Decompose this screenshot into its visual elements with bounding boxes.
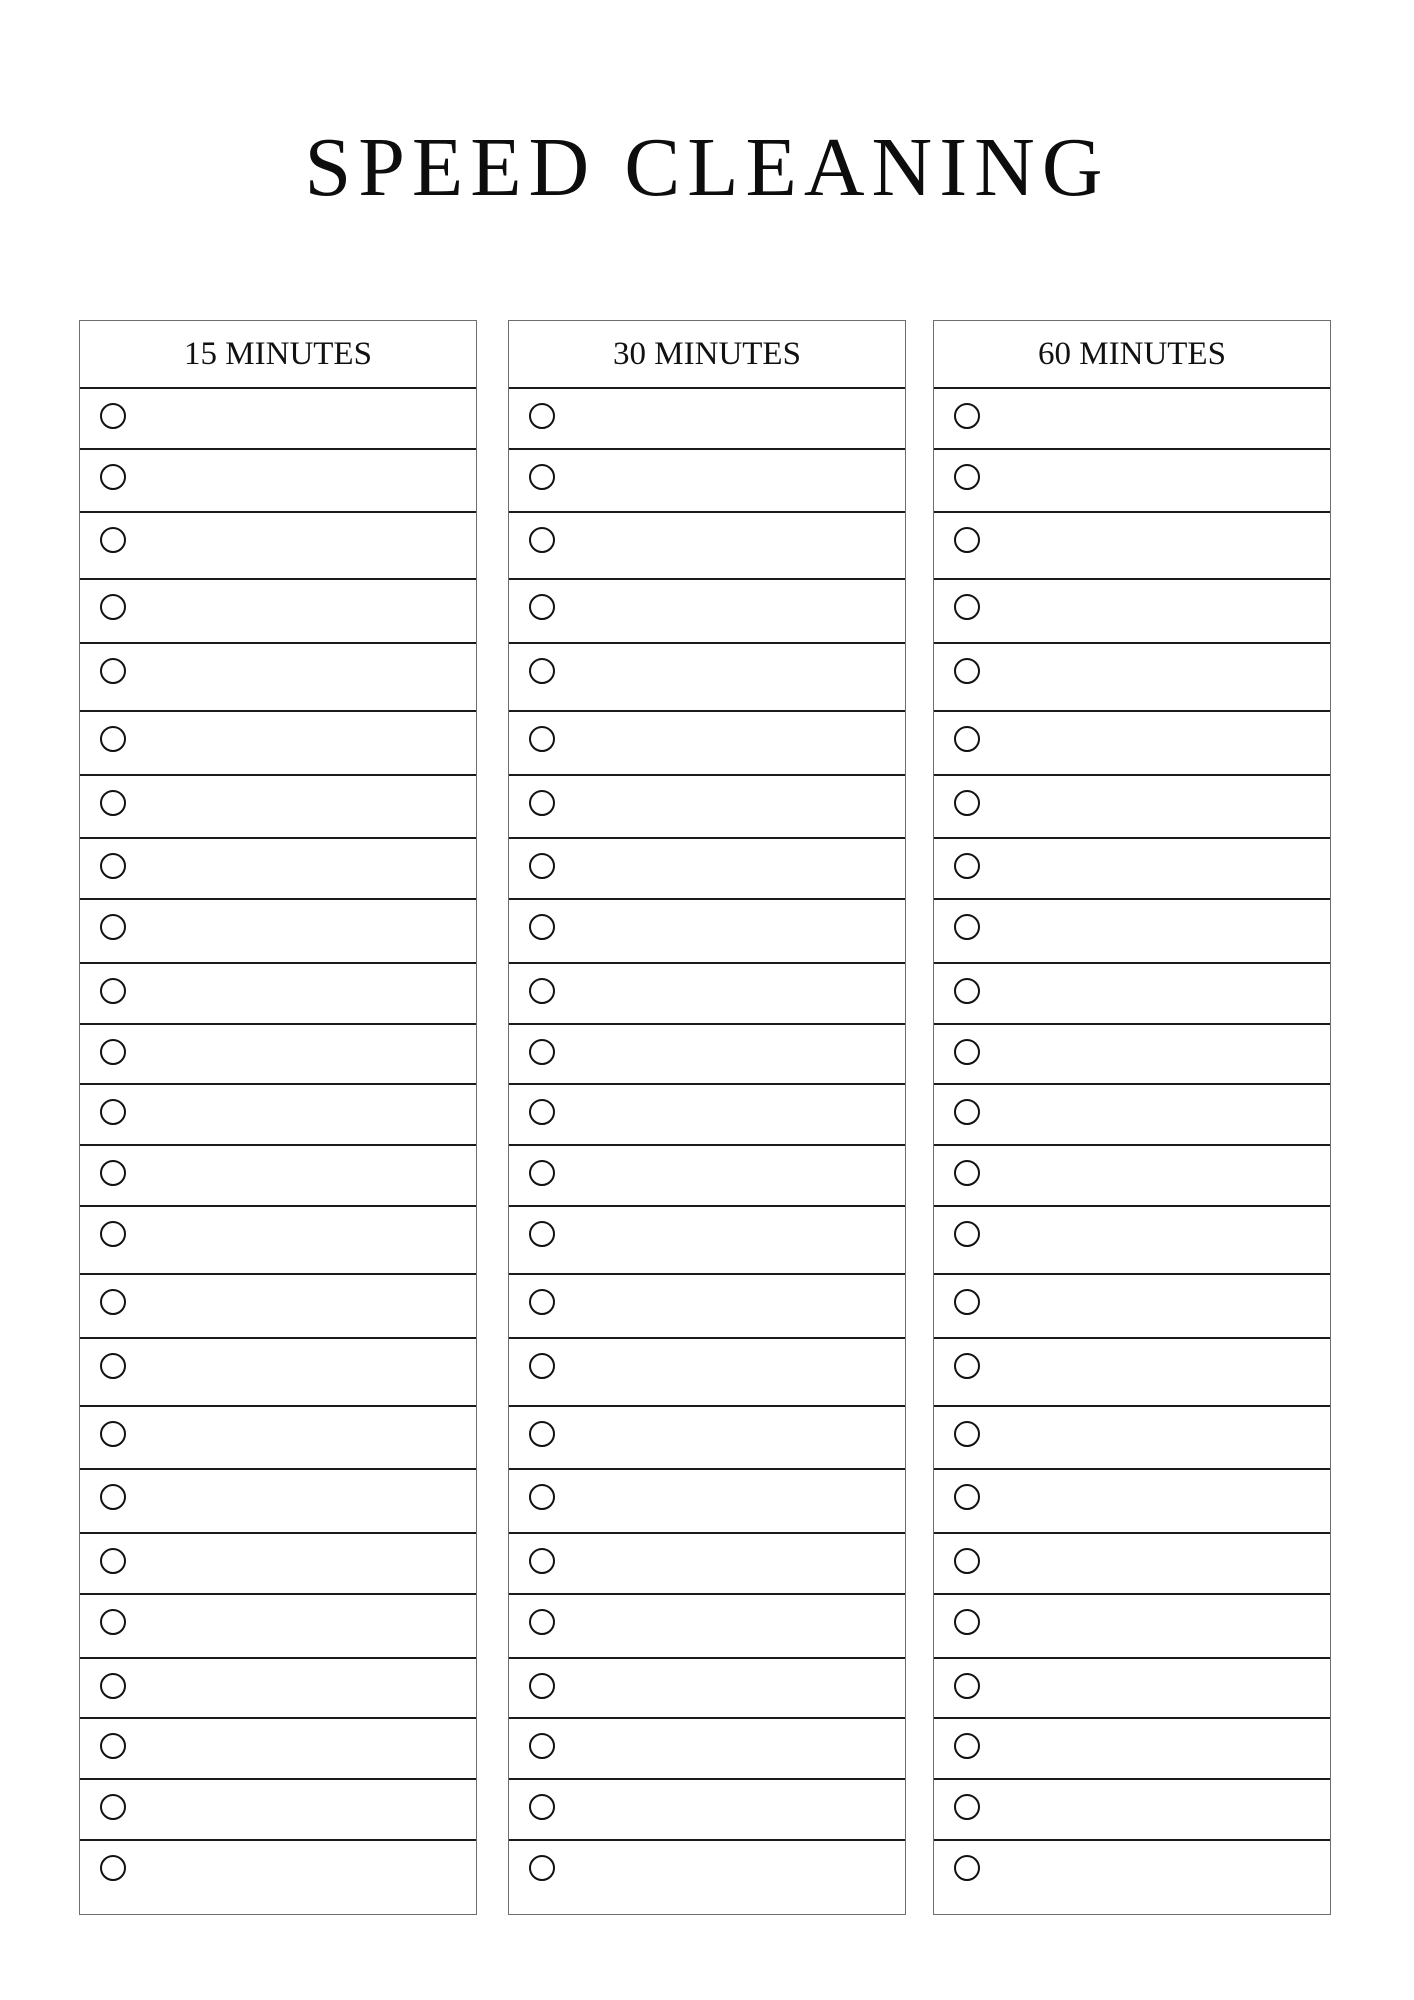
checkbox-circle-icon[interactable] bbox=[954, 527, 980, 553]
checkbox-circle-icon[interactable] bbox=[529, 1855, 555, 1881]
checkbox-circle-icon[interactable] bbox=[954, 1609, 980, 1635]
checklist-row[interactable] bbox=[509, 776, 905, 839]
checklist-row[interactable] bbox=[509, 580, 905, 644]
checkbox-circle-icon[interactable] bbox=[100, 1221, 126, 1247]
checkbox-circle-icon[interactable] bbox=[100, 790, 126, 816]
checklist-row[interactable] bbox=[80, 900, 476, 964]
checklist bbox=[934, 389, 1330, 1914]
checkbox-circle-icon[interactable] bbox=[529, 658, 555, 684]
column-15-minutes bbox=[79, 320, 477, 1915]
checklist-row[interactable] bbox=[934, 450, 1330, 513]
column-60-minutes bbox=[933, 320, 1331, 1915]
checklist-row[interactable] bbox=[934, 1207, 1330, 1275]
checkbox-circle-icon[interactable] bbox=[529, 726, 555, 752]
checkbox-circle-icon[interactable] bbox=[100, 1353, 126, 1379]
checklist-row[interactable] bbox=[934, 1339, 1330, 1407]
checkbox-circle-icon[interactable] bbox=[100, 464, 126, 490]
checklist-row[interactable] bbox=[509, 1275, 905, 1339]
checkbox-circle-icon[interactable] bbox=[529, 1353, 555, 1379]
checklist bbox=[80, 389, 476, 1914]
checklist-row[interactable] bbox=[934, 1085, 1330, 1146]
checkbox-circle-icon[interactable] bbox=[100, 1099, 126, 1125]
checklist-row[interactable] bbox=[509, 1534, 905, 1595]
checkbox-circle-icon[interactable] bbox=[954, 1855, 980, 1881]
checkbox-circle-icon[interactable] bbox=[954, 1039, 980, 1065]
checkbox-circle-icon[interactable] bbox=[954, 1099, 980, 1125]
checkbox-circle-icon[interactable] bbox=[954, 790, 980, 816]
checkbox-circle-icon[interactable] bbox=[100, 1484, 126, 1510]
checkbox-circle-icon[interactable] bbox=[529, 1421, 555, 1447]
checkbox-circle-icon[interactable] bbox=[100, 1673, 126, 1699]
checkbox-circle-icon[interactable] bbox=[954, 1794, 980, 1820]
checkbox-circle-icon[interactable] bbox=[954, 594, 980, 620]
checkbox-circle-icon[interactable] bbox=[954, 978, 980, 1004]
checkbox-circle-icon[interactable] bbox=[954, 1673, 980, 1699]
checklist-row[interactable] bbox=[934, 1595, 1330, 1659]
checkbox-circle-icon[interactable] bbox=[529, 1221, 555, 1247]
checkbox-circle-icon[interactable] bbox=[954, 1160, 980, 1186]
column-header: 30 MINUTES bbox=[509, 321, 905, 389]
checklist-row[interactable] bbox=[80, 1339, 476, 1407]
checklist-row[interactable] bbox=[80, 1085, 476, 1146]
checklist-row[interactable] bbox=[934, 513, 1330, 580]
column-header: 15 MINUTES bbox=[80, 321, 476, 389]
checkbox-circle-icon[interactable] bbox=[100, 527, 126, 553]
checklist-row[interactable] bbox=[80, 580, 476, 644]
checklist-row[interactable] bbox=[80, 644, 476, 712]
checklist-row[interactable] bbox=[80, 1595, 476, 1659]
checklist-row[interactable] bbox=[934, 580, 1330, 644]
checkbox-circle-icon[interactable] bbox=[954, 1548, 980, 1574]
checkbox-circle-icon[interactable] bbox=[529, 464, 555, 490]
checkbox-circle-icon[interactable] bbox=[529, 1160, 555, 1186]
checkbox-circle-icon[interactable] bbox=[954, 464, 980, 490]
checkbox-circle-icon[interactable] bbox=[954, 726, 980, 752]
checkbox-circle-icon[interactable] bbox=[100, 1289, 126, 1315]
checklist-row[interactable] bbox=[934, 1407, 1330, 1470]
page-title: SPEED CLEANING bbox=[304, 121, 1110, 214]
checklist-row[interactable] bbox=[509, 1207, 905, 1275]
checklist-row[interactable] bbox=[509, 1025, 905, 1085]
checkbox-circle-icon[interactable] bbox=[954, 914, 980, 940]
checklist-row[interactable] bbox=[80, 1146, 476, 1207]
checklist-row[interactable] bbox=[509, 1407, 905, 1470]
checkbox-circle-icon[interactable] bbox=[529, 1099, 555, 1125]
checklist-row[interactable] bbox=[934, 1025, 1330, 1085]
checklist bbox=[509, 389, 905, 1914]
checkbox-circle-icon[interactable] bbox=[100, 853, 126, 879]
checklist-row[interactable] bbox=[934, 1659, 1330, 1719]
checklist-row[interactable] bbox=[934, 839, 1330, 900]
checklist-row[interactable] bbox=[934, 1534, 1330, 1595]
checklist-row[interactable] bbox=[509, 1595, 905, 1659]
checklist-row[interactable] bbox=[80, 1407, 476, 1470]
checkbox-circle-icon[interactable] bbox=[954, 403, 980, 429]
checklist-row[interactable] bbox=[509, 964, 905, 1025]
checklist-row[interactable] bbox=[509, 1780, 905, 1841]
checkbox-circle-icon[interactable] bbox=[954, 1484, 980, 1510]
checkbox-circle-icon[interactable] bbox=[529, 403, 555, 429]
checklist-row[interactable] bbox=[509, 900, 905, 964]
checklist-row[interactable] bbox=[80, 1470, 476, 1534]
checkbox-circle-icon[interactable] bbox=[100, 1794, 126, 1820]
checklist-row[interactable] bbox=[934, 1146, 1330, 1207]
checklist-row[interactable] bbox=[509, 389, 905, 450]
checkbox-circle-icon[interactable] bbox=[100, 978, 126, 1004]
checklist-row[interactable] bbox=[934, 1780, 1330, 1841]
checklist-row[interactable] bbox=[509, 450, 905, 513]
checkbox-circle-icon[interactable] bbox=[100, 1548, 126, 1574]
checklist-row[interactable] bbox=[80, 450, 476, 513]
checklist-row[interactable] bbox=[934, 964, 1330, 1025]
checklist-row[interactable] bbox=[509, 1719, 905, 1780]
checkbox-circle-icon[interactable] bbox=[529, 1039, 555, 1065]
checklist-row[interactable] bbox=[509, 1841, 905, 1914]
checklist-row[interactable] bbox=[509, 1146, 905, 1207]
checkbox-circle-icon[interactable] bbox=[529, 790, 555, 816]
checkbox-circle-icon[interactable] bbox=[100, 1039, 126, 1065]
checklist-row[interactable] bbox=[509, 1470, 905, 1534]
checklist-row[interactable] bbox=[934, 1470, 1330, 1534]
checkbox-circle-icon[interactable] bbox=[529, 1733, 555, 1759]
checkbox-circle-icon[interactable] bbox=[529, 1548, 555, 1574]
checkbox-circle-icon[interactable] bbox=[100, 658, 126, 684]
checklist-row[interactable] bbox=[509, 712, 905, 776]
checkbox-circle-icon[interactable] bbox=[529, 1794, 555, 1820]
checklist-row[interactable] bbox=[80, 1719, 476, 1780]
checkbox-circle-icon[interactable] bbox=[954, 1221, 980, 1247]
checkbox-circle-icon[interactable] bbox=[100, 594, 126, 620]
checkbox-circle-icon[interactable] bbox=[100, 1733, 126, 1759]
checkbox-circle-icon[interactable] bbox=[529, 978, 555, 1004]
checklist-row[interactable] bbox=[509, 1659, 905, 1719]
checkbox-circle-icon[interactable] bbox=[529, 1609, 555, 1635]
checklist-row[interactable] bbox=[80, 1780, 476, 1841]
checkbox-circle-icon[interactable] bbox=[100, 914, 126, 940]
checklist-row[interactable] bbox=[80, 1207, 476, 1275]
checklist-row[interactable] bbox=[509, 513, 905, 580]
checklist-row[interactable] bbox=[934, 1719, 1330, 1780]
checklist-row[interactable] bbox=[80, 1025, 476, 1085]
checkbox-circle-icon[interactable] bbox=[100, 1421, 126, 1447]
checkbox-circle-icon[interactable] bbox=[954, 658, 980, 684]
checklist-row[interactable] bbox=[80, 513, 476, 580]
checklist-row[interactable] bbox=[80, 1534, 476, 1595]
checklist-row[interactable] bbox=[80, 776, 476, 839]
checkbox-circle-icon[interactable] bbox=[100, 1609, 126, 1635]
checklist-row[interactable] bbox=[80, 712, 476, 776]
checkbox-circle-icon[interactable] bbox=[529, 914, 555, 940]
checkbox-circle-icon[interactable] bbox=[100, 1855, 126, 1881]
checklist-row[interactable] bbox=[509, 1085, 905, 1146]
column-30-minutes bbox=[508, 320, 906, 1915]
checklist-row[interactable] bbox=[80, 1275, 476, 1339]
checklist-row[interactable] bbox=[509, 1339, 905, 1407]
checkbox-circle-icon[interactable] bbox=[529, 1484, 555, 1510]
checklist-row[interactable] bbox=[80, 1659, 476, 1719]
checkbox-circle-icon[interactable] bbox=[529, 594, 555, 620]
checklist-row[interactable] bbox=[934, 712, 1330, 776]
checkbox-circle-icon[interactable] bbox=[954, 1421, 980, 1447]
checklist-row[interactable] bbox=[934, 389, 1330, 450]
checkbox-circle-icon[interactable] bbox=[954, 1733, 980, 1759]
checkbox-circle-icon[interactable] bbox=[529, 1673, 555, 1699]
checkbox-circle-icon[interactable] bbox=[529, 853, 555, 879]
checklist-row[interactable] bbox=[934, 644, 1330, 712]
checkbox-circle-icon[interactable] bbox=[529, 527, 555, 553]
checklist-row[interactable] bbox=[509, 839, 905, 900]
checkbox-circle-icon[interactable] bbox=[100, 403, 126, 429]
checkbox-circle-icon[interactable] bbox=[100, 1160, 126, 1186]
checkbox-circle-icon[interactable] bbox=[954, 853, 980, 879]
checkbox-circle-icon[interactable] bbox=[954, 1289, 980, 1315]
checkbox-circle-icon[interactable] bbox=[529, 1289, 555, 1315]
checklist-row[interactable] bbox=[934, 776, 1330, 839]
column-header: 60 MINUTES bbox=[934, 321, 1330, 389]
checkbox-circle-icon[interactable] bbox=[954, 1353, 980, 1379]
checklist-row[interactable] bbox=[80, 964, 476, 1025]
checklist-row[interactable] bbox=[934, 1841, 1330, 1914]
checklist-row[interactable] bbox=[80, 839, 476, 900]
checklist-row[interactable] bbox=[509, 644, 905, 712]
checklist-row[interactable] bbox=[80, 1841, 476, 1914]
checklist-row[interactable] bbox=[80, 389, 476, 450]
checklist-row[interactable] bbox=[934, 1275, 1330, 1339]
checklist-row[interactable] bbox=[934, 900, 1330, 964]
checkbox-circle-icon[interactable] bbox=[100, 726, 126, 752]
